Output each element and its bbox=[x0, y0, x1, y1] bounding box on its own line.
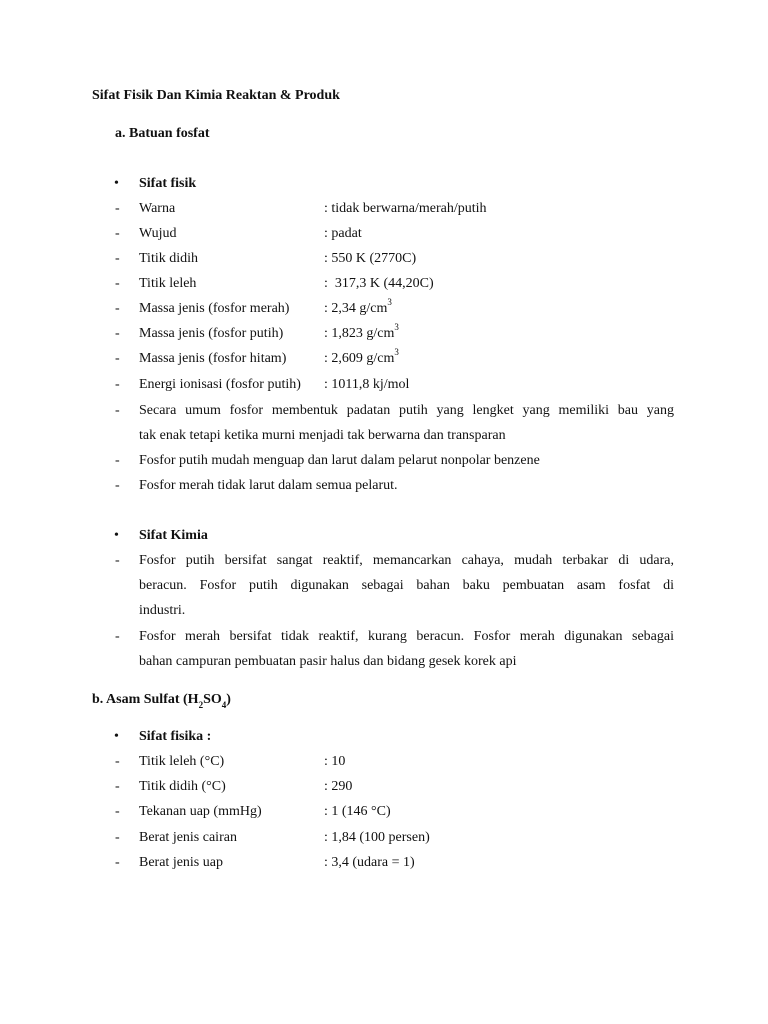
property-value-group bbox=[324, 324, 399, 344]
sifat-kimia-heading: Sifat Kimia bbox=[139, 528, 208, 543]
paragraph-line bbox=[0, 652, 768, 672]
paragraph-line bbox=[0, 426, 768, 446]
dash-marker: - bbox=[115, 553, 120, 568]
dash-marker: - bbox=[115, 804, 120, 819]
section-b-heading-line bbox=[0, 690, 768, 710]
property-value: : 1 (146 °C) bbox=[324, 804, 391, 819]
dash-marker: - bbox=[115, 453, 120, 468]
dash-marker: - bbox=[115, 855, 120, 870]
superscript: 3 bbox=[387, 297, 392, 308]
sifat-fisika-heading: Sifat fisika : bbox=[139, 729, 212, 744]
dash-marker: - bbox=[115, 226, 120, 241]
paragraph-line bbox=[0, 576, 768, 596]
paragraph-text: beracun. Fosfor putih digunakan sebagai bahan baku pembuatan asam fosfat di bbox=[139, 578, 674, 593]
dash-marker: - bbox=[115, 301, 120, 316]
paragraph-line bbox=[0, 627, 768, 647]
paragraph-line bbox=[0, 476, 768, 496]
property-row bbox=[0, 777, 768, 797]
property-value: : 550 K (2770C) bbox=[324, 251, 417, 266]
property-label: Massa jenis (fosfor merah) bbox=[139, 301, 290, 316]
dash-marker: - bbox=[115, 251, 120, 266]
heading-text: b. Asam Sulfat (H bbox=[92, 692, 199, 707]
paragraph-line bbox=[0, 401, 768, 421]
dash-marker: - bbox=[115, 326, 120, 341]
property-value: : 290 bbox=[324, 779, 353, 794]
property-row bbox=[0, 224, 768, 244]
property-row bbox=[0, 828, 768, 848]
bullet-icon: • bbox=[114, 528, 119, 543]
property-label: Titik leleh bbox=[139, 276, 197, 291]
sifat-fisika-heading-line bbox=[0, 727, 768, 747]
dash-marker: - bbox=[115, 403, 120, 418]
property-value: : tidak berwarna/merah/putih bbox=[324, 201, 487, 216]
subscript: 2 bbox=[198, 699, 204, 710]
dash-marker: - bbox=[115, 779, 120, 794]
property-value-group bbox=[324, 299, 392, 319]
property-row bbox=[0, 199, 768, 219]
dash-marker: - bbox=[115, 629, 120, 644]
property-value: : 10 bbox=[324, 754, 346, 769]
paragraph-text: Fosfor merah tidak larut dalam semua pelarut. bbox=[139, 478, 398, 493]
property-row bbox=[0, 349, 768, 369]
dash-marker: - bbox=[115, 478, 120, 493]
property-label: Warna bbox=[139, 201, 176, 216]
property-row bbox=[0, 324, 768, 344]
bullet-icon: • bbox=[114, 176, 119, 191]
heading-text: SO bbox=[203, 692, 222, 707]
heading-text: ) bbox=[226, 692, 231, 707]
paragraph-line bbox=[0, 451, 768, 471]
property-value: : 1011,8 kj/mol bbox=[324, 377, 410, 392]
paragraph-text: tak enak tetapi ketika murni menjadi tak berwarna dan transparan bbox=[139, 428, 506, 443]
property-row bbox=[0, 274, 768, 294]
dash-marker: - bbox=[115, 377, 120, 392]
paragraph-line bbox=[0, 551, 768, 571]
property-label: Tekanan uap (mmHg) bbox=[139, 804, 262, 819]
property-label: Wujud bbox=[139, 226, 177, 241]
superscript: 3 bbox=[394, 322, 399, 333]
property-value: : 2,609 g/cm bbox=[324, 351, 395, 366]
paragraph-text: Fosfor putih mudah menguap dan larut dalam pelarut nonpolar benzene bbox=[139, 453, 540, 468]
section-a-heading: a. Batuan fosfat bbox=[115, 126, 210, 141]
superscript: 3 bbox=[394, 347, 399, 358]
property-row bbox=[0, 299, 768, 319]
bullet-icon: • bbox=[114, 729, 119, 744]
paragraph-text: Secara umum fosfor membentuk padatan putih yang lengket yang memiliki bau yang bbox=[139, 403, 674, 418]
property-value-group bbox=[324, 349, 399, 369]
property-value: : 1,823 g/cm bbox=[324, 326, 395, 341]
property-row bbox=[0, 752, 768, 772]
property-label: Massa jenis (fosfor putih) bbox=[139, 326, 284, 341]
property-value: : 3,4 (udara = 1) bbox=[324, 855, 415, 870]
sifat-fisik-heading: Sifat fisik bbox=[139, 176, 197, 191]
paragraph-text: Fosfor merah bersifat tidak reaktif, kurang beracun. Fosfor merah digunakan sebagai bbox=[139, 629, 674, 644]
property-label: Massa jenis (fosfor hitam) bbox=[139, 351, 287, 366]
property-value: : 317,3 K (44,20C) bbox=[324, 276, 434, 291]
property-row bbox=[0, 853, 768, 873]
section-b-heading bbox=[92, 690, 231, 710]
dash-marker: - bbox=[115, 754, 120, 769]
property-label: Titik leleh (°C) bbox=[139, 754, 225, 769]
property-label: Titik didih bbox=[139, 251, 199, 266]
section-a-heading-line bbox=[0, 124, 768, 144]
paragraph-line bbox=[0, 601, 768, 621]
paragraph-text: industri. bbox=[139, 603, 186, 618]
sifat-fisik-heading-line bbox=[0, 174, 768, 194]
dash-marker: - bbox=[115, 830, 120, 845]
property-value: : 1,84 (100 persen) bbox=[324, 830, 430, 845]
property-label: Energi ionisasi (fosfor putih) bbox=[139, 377, 301, 392]
subscript: 4 bbox=[221, 699, 227, 710]
paragraph-text: Fosfor putih bersifat sangat reaktif, memancarkan cahaya, mudah terbakar di udara, bbox=[139, 553, 674, 568]
property-row bbox=[0, 249, 768, 269]
document-title: Sifat Fisik Dan Kimia Reaktan & Produk bbox=[92, 88, 340, 103]
dash-marker: - bbox=[115, 276, 120, 291]
paragraph-text: bahan campuran pembuatan pasir halus dan bidang gesek korek api bbox=[139, 654, 517, 669]
property-label: Titik didih (°C) bbox=[139, 779, 226, 794]
property-value: : 2,34 g/cm bbox=[324, 301, 388, 316]
sifat-kimia-heading-line bbox=[0, 526, 768, 546]
property-row bbox=[0, 375, 768, 395]
property-label: Berat jenis uap bbox=[139, 855, 223, 870]
property-label: Berat jenis cairan bbox=[139, 830, 237, 845]
document-title-line bbox=[0, 86, 768, 106]
property-row bbox=[0, 802, 768, 822]
dash-marker: - bbox=[115, 201, 120, 216]
property-value: : padat bbox=[324, 226, 362, 241]
dash-marker: - bbox=[115, 351, 120, 366]
